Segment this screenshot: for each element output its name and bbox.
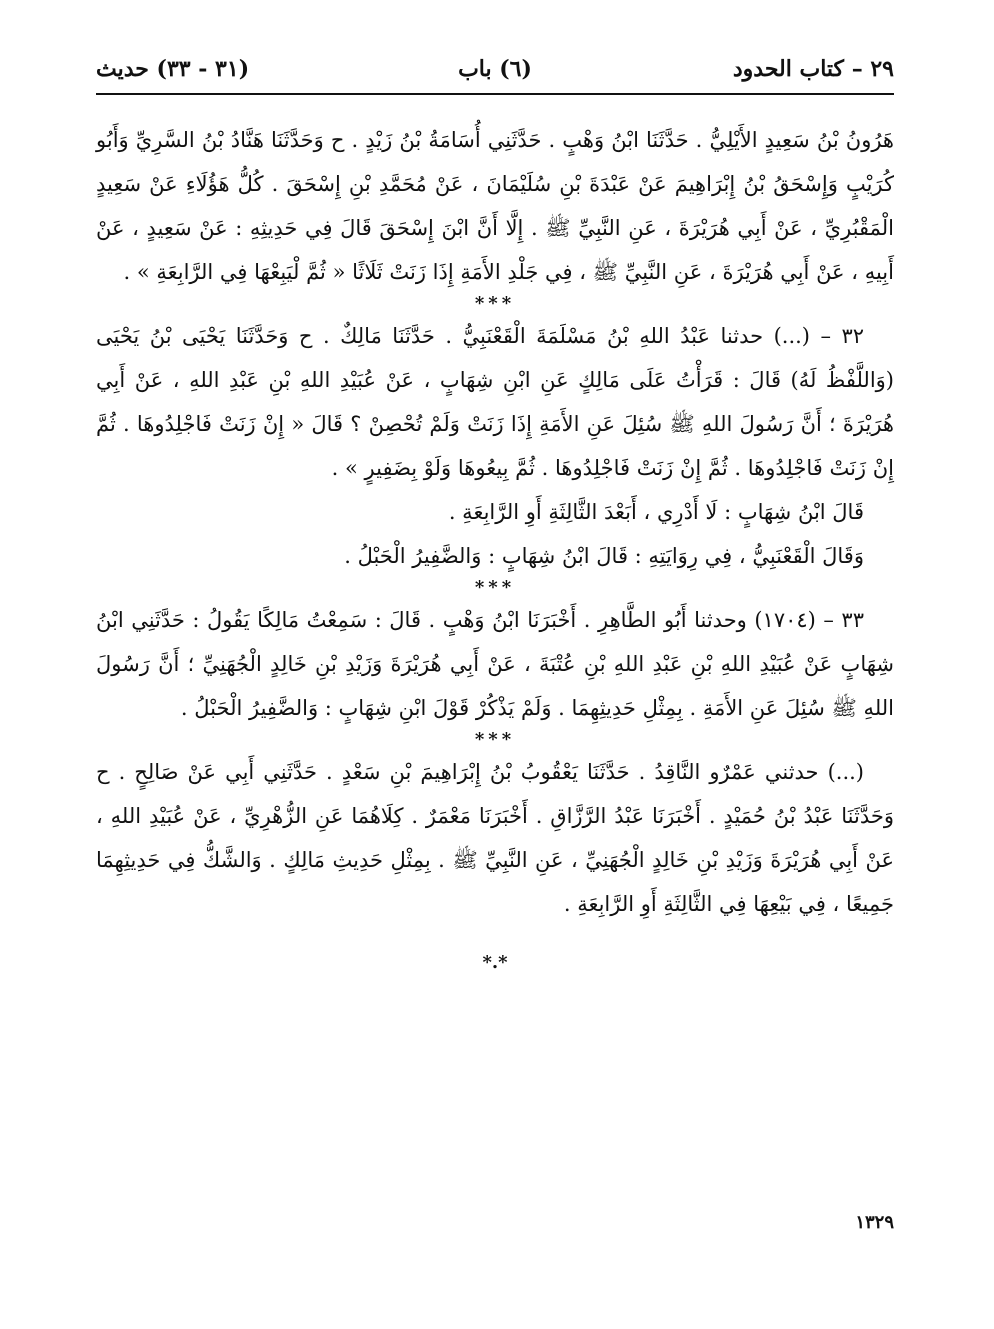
hadith-33: ٣٣ – (١٧٠٤) وحدثنا أَبُو الطَّاهِرِ . أَخْبَرَنَا ابْنُ وَهْبٍ . قَالَ : سَمِعْتُ مَالِكًا يَقُولُ : حَدَّثَنِي ابْنُ شِهَابٍ عَنْ عُبَيْدِ اللهِ بْنِ عَبْدِ اللهِ بْنِ عُتْبَةَ ، عَنْ أَبِي هُرَيْرَةَ وَزَيْدِ بْنِ خَالِدٍ الْجُهَنِيِّ ؛ أَنَّ رَسُولَ اللهِ ﷺ سُئِلَ عَنِ الأَمَةِ . بِمِثْلِ حَدِيثِهِمَا . وَلَمْ يَذْكُرْ قَوْلَ ابْنِ شِهَابٍ : وَالضَّفِيرُ الْحَبْلُ . <box>96 608 894 720</box>
section-separator: *** <box>474 293 516 314</box>
chapter-title: ٢٩ – كتاب الحدود <box>732 56 894 82</box>
chapter-end-mark: *.* <box>482 952 508 973</box>
paragraph-continuation: هَرُونُ بْنُ سَعِيدٍ الأَيْلِيُّ . حَدَّثَنَا ابْنُ وَهْبٍ . حَدَّثَنِي أُسَامَةُ بْنُ زَيْدٍ . ح وَحَدَّثَنَا هَنَّادُ بْنُ السَّرِيِّ وَأَبُو كُرَيْبٍ وَإِسْحَقُ بْنُ إِبْرَاهِيمَ عَنْ عَبْدَةَ بْنِ سُلَيْمَانَ ، عَنْ مُحَمَّدِ بْنِ إِسْحَقَ . كُلُّ هَؤُلَاءِ عَنْ سَعِيدٍ الْمَقْبُرِيِّ ، عَنْ أَبِي هُرَيْرَةَ ، عَنِ النَّبِيِّ ﷺ . إِلَّا أَنَّ ابْنَ إِسْحَقَ قَالَ فِي حَدِيثِهِ : عَنْ سَعِيدٍ ، عَنْ أَبِيهِ ، عَنْ أَبِي هُرَيْرَةَ ، عَنِ النَّبِيِّ ﷺ ، فِي جَلْدِ الأَمَةِ إِذَا زَنَتْ ثَلَاثًا « ثُمَّ لْيَبِعْهَا فِي الرَّابِعَةِ » . <box>96 128 894 284</box>
header-divider <box>96 93 894 95</box>
hadith-32: ٣٢ – (...) حدثنا عَبْدُ اللهِ بْنُ مَسْلَمَةَ الْقَعْنَبِيُّ . حَدَّثَنَا مَالِكٌ . ح وَحَدَّثَنَا يَحْيَى بْنُ يَحْيَى (وَاللَّفْظُ لَهُ) قَالَ : قَرَأْتُ عَلَى مَالِكٍ عَنِ ابْنِ شِهَابٍ ، عَنْ عُبَيْدِ اللهِ بْنِ عَبْدِ اللهِ ، عَنْ أَبِي هُرَيْرَةَ ؛ أَنَّ رَسُولَ اللهِ ﷺ سُئِلَ عَنِ الأَمَةِ إِذَا زَنَتْ وَلَمْ تُحْصِنْ ؟ قَالَ « إِنْ زَنَتْ فَاجْلِدُوهَا . ثُمَّ إِنْ زَنَتْ فَاجْلِدُوهَا . ثُمَّ إِنْ زَنَتْ فَاجْلِدُوهَا . ثُمَّ بِيعُوهَا وَلَوْ بِضَفِيرٍ » . <box>96 324 894 480</box>
page-number: ١٣٢٩ <box>855 1212 894 1233</box>
section-separator: *** <box>474 577 516 598</box>
section-separator: *** <box>474 729 516 750</box>
hadith-range: (٣١ - ٣٣) حديث <box>96 56 250 82</box>
page-body <box>96 118 894 976</box>
ibn-shihab-note: قَالَ ابْنُ شِهَابٍ : لَا أَدْرِي ، أَبَعْدَ الثَّالِثَةِ أَوِ الرَّابِعَةِ . <box>448 500 864 524</box>
hadith-33-variant: (...) حدثني عَمْرٌو النَّاقِدُ . حَدَّثَنَا يَعْقُوبُ بْنُ إِبْرَاهِيمَ بْنِ سَعْدٍ . حَدَّثَنِي أَبِي عَنْ صَالِحٍ . ح وَحَدَّثَنَا عَبْدُ بْنُ حُمَيْدٍ . أَخْبَرَنَا عَبْدُ الرَّزَّاقِ . أَخْبَرَنَا مَعْمَرٌ . كِلَاهُمَا عَنِ الزُّهْرِيِّ ، عَنْ عُبَيْدِ اللهِ ، عَنْ أَبِي هُرَيْرَةَ وَزَيْدِ بْنِ خَالِدٍ الْجُهَنِيِّ ، عَنِ النَّبِيِّ ﷺ . بِمِثْلِ حَدِيثِ مَالِكٍ . وَالشَّكُّ فِي حَدِيثِهِمَا جَمِيعًا ، فِي بَيْعِهَا فِي الثَّالِثَةِ أَوِ الرَّابِعَةِ . <box>96 760 894 916</box>
section-title: (٦) باب <box>458 56 532 82</box>
qanabi-note: وَقَالَ الْقَعْنَبِيُّ ، فِي رِوَايَتِهِ : قَالَ ابْنُ شِهَابٍ : وَالضَّفِيرُ الْحَبْلُ . <box>344 544 864 568</box>
running-header <box>96 56 894 92</box>
